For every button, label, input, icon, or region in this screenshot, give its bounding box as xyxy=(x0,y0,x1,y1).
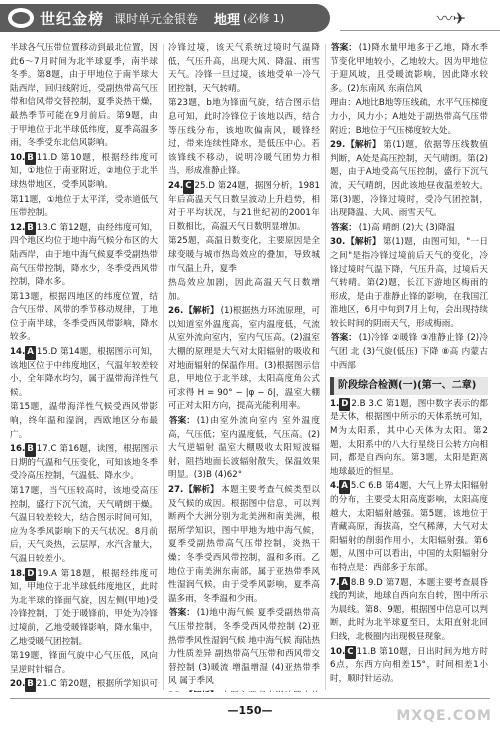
question-number: 7. xyxy=(330,577,340,588)
question-number: 24. xyxy=(168,180,184,191)
answer-entry xyxy=(330,236,488,331)
answer-entry xyxy=(330,577,488,645)
answer-tag: 【解析】 xyxy=(184,306,219,317)
question-number xyxy=(168,691,183,692)
answer-text: 第19题，锋面气旋中心气压低，风向呈逆时针辐合。 xyxy=(10,651,158,675)
subject-label: 地理 xyxy=(214,12,241,28)
page-header xyxy=(0,0,500,36)
answer-entry xyxy=(10,222,158,290)
answer-text: (1)根据热力环流原理，可以知道室外温度高，室内温度低，气流从室外流向室内，室内气压高。(2)温室大棚的原理是大气对太阳辐射的吸收和对地面辐射的保温作用。(3)根据图示信息，甲地位于北半球，太阳高度角公式可求得 H = 90° − |φ − δ|，温室大棚可正对太阳方向，提高光能利用率。 xyxy=(168,306,320,412)
answer-choice: D xyxy=(25,568,36,582)
answer-entry xyxy=(10,568,158,650)
answer-text: 8.B 9.D 第7题，本题主要考查晨昏线的判读，地球自西向东自转，图中所示为晨线。第8、9题，根据图中信息可以判断，此时为北半球夏至日，太阳直射北回归线，北极圈内出现极昼现象。 xyxy=(330,577,488,642)
answer-text: 5.C 6.B 第4题，大气上界太阳辐射的分布，主要受太阳高度影响，太阳高度越大，太阳辐射越强。第5题，该地位于青藏高原，海拔高，空气稀薄，大气对太阳辐射的削弱作用小，太阳辐射强。第6题，从图中可以看出，中国的太阳辐射分布特点是：西部多于东部。 xyxy=(330,481,488,573)
answer-choice: A xyxy=(339,577,350,591)
answer-entry xyxy=(10,194,158,221)
answer-text: (1)冷锋 ②暖锋 ③准静止锋 (2)冷气团 北 (3)气旋(低压) 下降 ⑧高 内蒙古中西部 xyxy=(330,333,488,371)
answer-text: 17.C 第16题，读图，根据图示日期的气温和气压变化，可知该地冬季受冷高压控制，气温低、降水少。 xyxy=(10,444,158,482)
answer-text: 25.D 第24题，据图分析，1981年后高温天气日数呈波动上升趋势，相对于平均状况，与21世纪初的2001年日数相比，高温天气日数明显增加。 xyxy=(168,180,320,232)
answer-entry xyxy=(330,42,488,96)
answer-text: 19.A 第18题，根据经纬度可知，甲地位于北半球低纬度地区，此时为北半球的锋面气旋，因左侧(甲地)受冷锋控制，丁处于暖锋前，甲处为冷锋过境前，乙地受暖锋影响，降水集中，乙地受暖气团控制。 xyxy=(10,568,158,647)
answer-text: 15.D 第14题，根据图示可知，该地区位于中纬度地区，气温年较差较小，全年降水均匀，属于温带海洋性气候。 xyxy=(10,347,158,398)
answer-entry xyxy=(330,398,488,480)
answer-choice: B xyxy=(25,222,36,236)
column-divider xyxy=(325,44,326,690)
answer-text: 本题主要考查气候类型以及气候的成因。根据图中信息，可以判断两个大洲分别为北美洲和南美洲，根据所学知识，图中甲地为地中海气候，夏季受副热带高气压带控制，炎热干燥；冬季受西风带控制，温和多雨。乙地位于南美洲东南部，属于亚热带季风性湿润气候，由于受季风影响，夏季高温多雨，冬季温和少雨。 xyxy=(168,485,320,604)
question-number: 10. xyxy=(330,646,346,657)
answer-tag xyxy=(183,690,219,692)
answer-entry xyxy=(168,690,320,692)
answer-entry xyxy=(330,222,488,236)
question-number: 12. xyxy=(10,222,26,233)
answer-text: 理由：A地比B地等压线疏，水平气压梯度力小，风力小；A地处于副热带高气压带附近；B地位于气压梯度较大处。 xyxy=(330,98,488,136)
answer-column-1 xyxy=(10,42,158,692)
question-number: 20. xyxy=(10,679,26,690)
answer-choice: D xyxy=(339,398,350,412)
answer-entry xyxy=(168,484,320,606)
question-number: 26. xyxy=(168,306,184,317)
answer-tag: 答案： xyxy=(331,222,357,233)
answer-entry xyxy=(10,152,158,193)
answer-choice: B xyxy=(25,152,36,166)
answer-text: (1)地中海气候 夏季受副热带高气压带控制，冬季受西风带控制 (2)亚热带季风性湿润气候 地中海气候 海陆热力性质差异 副热带高气压带和西风带交替控制 (3)暖流 增温增湿 (4)亚热带季风 属于季风 xyxy=(168,608,320,687)
answer-entry xyxy=(168,42,320,96)
answer-entry xyxy=(330,646,488,687)
answer-choice: B xyxy=(25,678,36,692)
answer-entry xyxy=(330,480,488,575)
answer-text: 第17题，当气压较高时，该地受高压控制，盛行下沉气流，天气晴朗干燥。气温日较差较大，结合图示时间可知，应为冬季风影响下的天气状况。8月前后，天气炎热，云层厚，水汽含量大，气温日较差小。 xyxy=(10,486,158,564)
question-number: 18. xyxy=(10,568,26,579)
answer-entry xyxy=(10,678,158,692)
answer-entry xyxy=(330,139,488,221)
answer-text: 13.C 第12题，由经纬度可知，四个地区均位于地中海气候分布区的大陆西岸，由于地中海气候夏季受副热带高气压带控制，降水少，冬季受西风带控制，降水多。 xyxy=(10,222,158,288)
brand-subtitle: 课时单元金银卷 xyxy=(114,11,199,26)
answer-text: 冷锋过境，该天气系统过境时气温降低，气压升高，出现大风、降温、雨雪天气。冷锋一旦过境，该地受单一冷气团控制，天气转晴。 xyxy=(168,43,320,94)
question-number: 29. xyxy=(330,140,346,151)
answer-text: 半球各气压带位置移动到最北位置，因此6～7月时间为北半球夏季，南半球冬季。第8题，由于甲地位于南半球大陆西岸，回归线附近，受副热带高气压带和信风带交替控制，夏季炎热干燥，最热季节可能在9月前后。第9题，由于甲地位于北半球低纬度，夏季高温多雨，冬季受东北信风影响。 xyxy=(10,43,158,149)
answer-tag: 答案： xyxy=(169,416,195,427)
answer-text: 21.C 第20题，根据所学知识可 xyxy=(36,679,158,690)
question-number: 27. xyxy=(168,485,184,495)
answer-entry xyxy=(10,650,158,677)
answer-entry xyxy=(168,97,320,179)
answer-tag: 【解析】 xyxy=(346,237,381,248)
column-divider xyxy=(163,44,164,690)
answer-text: 第23题，b地为锋面气旋，结合图示信息可知，此时冷锋位于该地以西，结合等压线分布，该地吹偏南风，暖锋经过，带来连续性降水，是低压中心。若该锋线不移动，说明冷暖气团势力相当，形成准静止锋。 xyxy=(168,98,320,177)
answer-choice: C xyxy=(183,180,193,194)
answer-text: 第(1)题，依据等压线数值判断，A处是高压控制，天气晴朗。第(2)题，由于A地受高气压控制，盛行下沉气流，天气晴朗，因此该地昼夜温差较大。第(3)题，冷锋过境时，受冷气团控制，出现降温、大风、雨雪天气。 xyxy=(330,140,488,219)
answer-entry xyxy=(168,277,320,304)
answer-text: 第25题，高温日数变化，主要原因是全球变暖与城市热岛效应的叠加，导致城市气温上升，夏季 xyxy=(168,236,320,274)
answer-entry xyxy=(10,443,158,484)
answer-choice: A xyxy=(25,346,36,360)
answer-text: 第13题，根据四地区的纬度位置，结合气压带、风带的季节移动规律，丁地位于南半球，冬季受西风带影响，降水较多。 xyxy=(10,291,158,343)
answer-text: 第11题，①地位于太平洋，受赤道低气压带控制。 xyxy=(10,194,158,219)
brand-name: 世纪金榜 xyxy=(40,9,105,28)
answer-entry xyxy=(330,332,488,373)
answer-choice: C xyxy=(345,646,355,660)
answer-column-3 xyxy=(330,42,488,692)
answer-text: 热岛效应加剧，因此高温天气日数增加。 xyxy=(168,278,320,302)
answer-text: (1)由室外流向室内 室外温度高，气压低；室内温度低，气压高。(2)大气逆辐射 温室大棚吸收太阳短波辐射，阻挡地面长波辐射散失，保温效果明显。(3)B (4)62° xyxy=(168,416,320,481)
brand-logo-icon xyxy=(8,8,34,28)
answer-choice: B xyxy=(25,443,36,457)
edition-label: (必修 1) xyxy=(243,12,285,25)
answer-tag: 答案： xyxy=(331,43,357,53)
answer-entry xyxy=(10,401,158,442)
question-number: 14. xyxy=(10,347,26,358)
answer-entry xyxy=(10,42,158,151)
answer-entry xyxy=(10,346,158,400)
answer-entry xyxy=(330,97,488,138)
answer-text: 2.B 3.C 第1题，图中数字表示的都是天体，根据图中所示的天体系统可知，M为太阳系，其中心天体为太阳。第2题，太阳系中的八大行星绕日公转方向相同，都是自西向东。第3题，太阳是距离地球最近的恒星。 xyxy=(330,398,488,477)
answer-entry xyxy=(168,180,320,234)
header-rule xyxy=(340,30,500,31)
question-number: 10. xyxy=(10,152,26,163)
bird-icon: 〰✈ xyxy=(436,9,466,28)
answer-text: 第15题，温带海洋性气候受西风带影响，终年温和湿润，西欧地区分布最广。 xyxy=(10,402,158,440)
footer-rule xyxy=(10,698,490,699)
page-number: —150— xyxy=(227,703,273,717)
question-number: 1. xyxy=(330,398,340,409)
answer-text: (1)高 晴朗 (2)大 (3)降温 xyxy=(358,222,456,233)
answer-text: 第(1)题，由图可知，"一日之间"是指冷锋过境前后天气的变化，冷锋过境时气温下降，气压升高，过境后天气转晴。第(2)题，长江下游地区梅雨的形成，是由于准静止锋的影响，在我国江淮地区，6月中旬到7月上旬，会出现持续较长时间的阴雨天气，形成梅雨。 xyxy=(330,237,488,329)
answer-tag: 答案： xyxy=(331,333,357,344)
answer-entry xyxy=(168,305,320,414)
question-number: 30. xyxy=(330,237,346,248)
question-number: 16. xyxy=(10,444,26,455)
answer-text: 11.B 第10题，日出时间为地方时6点，东西方向相差15°，时间相差1小时，顺时针运动。 xyxy=(330,646,488,684)
answer-tag: 答案： xyxy=(169,608,195,619)
answer-tag: 【解析】 xyxy=(184,485,219,495)
watermark-logo: MXQE.COM xyxy=(396,708,492,724)
answer-text: 11.D 第10题，根据经纬度可知，①地位于南亚附近，②地位于北半球热带地区，受季风影响。 xyxy=(10,152,158,190)
answer-choice: A xyxy=(339,480,350,494)
answer-entry xyxy=(168,235,320,276)
answer-column-2 xyxy=(168,42,320,692)
question-number: 4. xyxy=(330,481,340,492)
answer-entry xyxy=(168,415,320,483)
answer-entry xyxy=(168,607,320,689)
answer-entry xyxy=(10,485,158,567)
answer-entry xyxy=(10,291,158,345)
answer-text: (1)降水量甲地多于乙地，降水季节变化甲地较小，乙地较大。因为甲地位于迎风坡，且受暖流影响，因此降水较多。(2)东南风 东南信风 xyxy=(330,43,488,94)
section-title: 阶段综合检测(一)(第一、二章) xyxy=(330,377,488,395)
answer-tag: 【解析】 xyxy=(346,140,381,151)
brand-banner xyxy=(0,4,330,32)
